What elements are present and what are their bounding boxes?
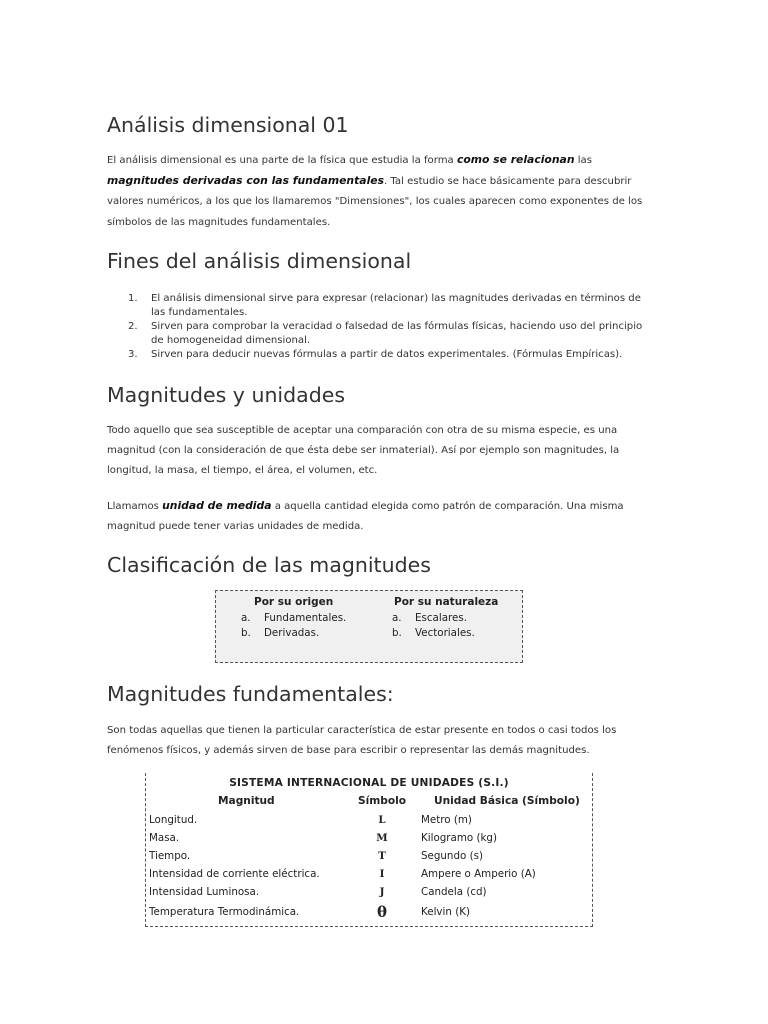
column-por-su-naturaleza xyxy=(392,596,517,641)
list-item xyxy=(128,348,656,362)
cell-unidad: Candela (cd) xyxy=(421,886,487,898)
list-item xyxy=(241,611,391,626)
item-marker: a. xyxy=(241,612,251,624)
item-text: Fundamentales. xyxy=(264,612,347,624)
cell-unidad: Segundo (s) xyxy=(421,850,483,862)
cell-magnitud: Longitud. xyxy=(149,814,198,826)
si-units-table xyxy=(145,773,593,927)
cell-unidad: Ampere o Amperio (A) xyxy=(421,868,536,880)
cell-simbolo: T xyxy=(378,850,386,862)
item-marker: b. xyxy=(241,627,251,639)
table-title: SISTEMA INTERNACIONAL DE UNIDADES (S.I.) xyxy=(229,777,509,789)
cell-unidad: Metro (m) xyxy=(421,814,472,826)
emphasis-como-se-relacionan: como se relacionan xyxy=(456,153,575,166)
text-span: a aquella cantidad elegida como patrón de comparación. Una misma magnitud puede tener varias unidades de medida. xyxy=(107,501,624,533)
clasificacion-box xyxy=(215,590,523,663)
item-text: Escalares. xyxy=(415,612,467,624)
emphasis-magnitudes-derivadas: magnitudes derivadas con las fundamentales xyxy=(107,174,385,188)
cell-magnitud: Masa. xyxy=(149,832,180,844)
column-header: Por su origen xyxy=(254,596,334,608)
list-item-text: Sirven para deducir nuevas fórmulas a partir de datos experimentales. (Fórmulas Empíricas). xyxy=(151,349,623,360)
list-item xyxy=(392,611,517,626)
text-span: . Tal estudio se hace básicamente para descubrir valores numéricos, a los que los llamaremos "Dimensiones", los cuales aparecen como exponentes de los símbolos de las magnitudes fundamentales. xyxy=(107,176,643,228)
cell-simbolo: θ xyxy=(376,903,387,921)
list-number: 1. xyxy=(128,293,138,304)
column-header-magnitud: Magnitud xyxy=(218,795,275,807)
cell-simbolo: J xyxy=(379,886,385,898)
cell-simbolo: L xyxy=(378,814,386,826)
item-marker: a. xyxy=(392,612,402,624)
table-row xyxy=(146,814,592,832)
cell-magnitud: Tiempo. xyxy=(149,850,191,862)
list-item xyxy=(392,626,517,641)
list-item-text: Sirven para comprobar la veracidad o falsedad de las fórmulas físicas, haciendo uso del principio de homogeneidad dimensional. xyxy=(151,321,643,346)
text-span: Llamamos xyxy=(107,501,163,512)
paragraph-unidad-medida xyxy=(107,496,663,537)
emphasis-unidad-de-medida: unidad de medida xyxy=(162,499,272,512)
list-number: 2. xyxy=(128,321,138,332)
cell-unidad: Kilogramo (kg) xyxy=(421,832,497,844)
column-header: Por su naturaleza xyxy=(394,596,499,608)
cell-unidad: Kelvin (K) xyxy=(421,906,470,918)
cell-magnitud: Temperatura Termodinámica. xyxy=(149,906,300,918)
text-span: las xyxy=(574,155,592,166)
list-item xyxy=(128,292,656,320)
cell-simbolo: M xyxy=(376,832,388,844)
table-row xyxy=(146,832,592,850)
cell-magnitud: Intensidad Luminosa. xyxy=(149,886,260,898)
cell-magnitud: Intensidad de corriente eléctrica. xyxy=(149,868,320,880)
heading-magnitudes-fundamentales: Magnitudes fundamentales: xyxy=(107,682,394,706)
heading-magnitudes-unidades: Magnitudes y unidades xyxy=(107,383,346,407)
table-row xyxy=(146,903,592,924)
item-text: Vectoriales. xyxy=(415,627,475,639)
cell-simbolo: I xyxy=(379,868,385,880)
list-item xyxy=(241,626,391,641)
text-span: El análisis dimensional es una parte de la física que estudia la forma xyxy=(107,155,457,166)
column-header-unidad: Unidad Básica (Símbolo) xyxy=(434,795,580,807)
fines-list xyxy=(128,292,656,362)
column-por-su-origen xyxy=(241,596,391,641)
table-row xyxy=(146,886,592,904)
paragraph-intro xyxy=(107,150,663,233)
paragraph-fundamentales: Son todas aquellas que tienen la particular característica de estar presente en todos o casi todos los fenómenos físicos, y además sirven de base para escribir o representar las demás magnitudes. xyxy=(107,725,617,757)
list-item xyxy=(128,320,656,348)
table-row xyxy=(146,868,592,886)
column-header-simbolo: Símbolo xyxy=(358,795,407,807)
list-item-text: El análisis dimensional sirve para expresar (relacionar) las magnitudes derivadas en términos de las fundamentales. xyxy=(151,293,641,318)
item-text: Derivadas. xyxy=(264,627,320,639)
table-row xyxy=(146,850,592,868)
paragraph-magnitud-def: Todo aquello que sea susceptible de aceptar una comparación con otra de su misma especie, es una magnitud (con la consideración de que ésta debe ser inmaterial). Así por ejemplo son magnitudes, la longitud, la masa, el tiempo, el área, el volumen, etc. xyxy=(107,425,620,477)
list-number: 3. xyxy=(128,349,138,360)
heading-fines: Fines del análisis dimensional xyxy=(107,249,412,273)
item-marker: b. xyxy=(392,627,402,639)
heading-clasificacion: Clasificación de las magnitudes xyxy=(107,553,431,577)
heading-analisis-dimensional: Análisis dimensional 01 xyxy=(107,113,349,137)
